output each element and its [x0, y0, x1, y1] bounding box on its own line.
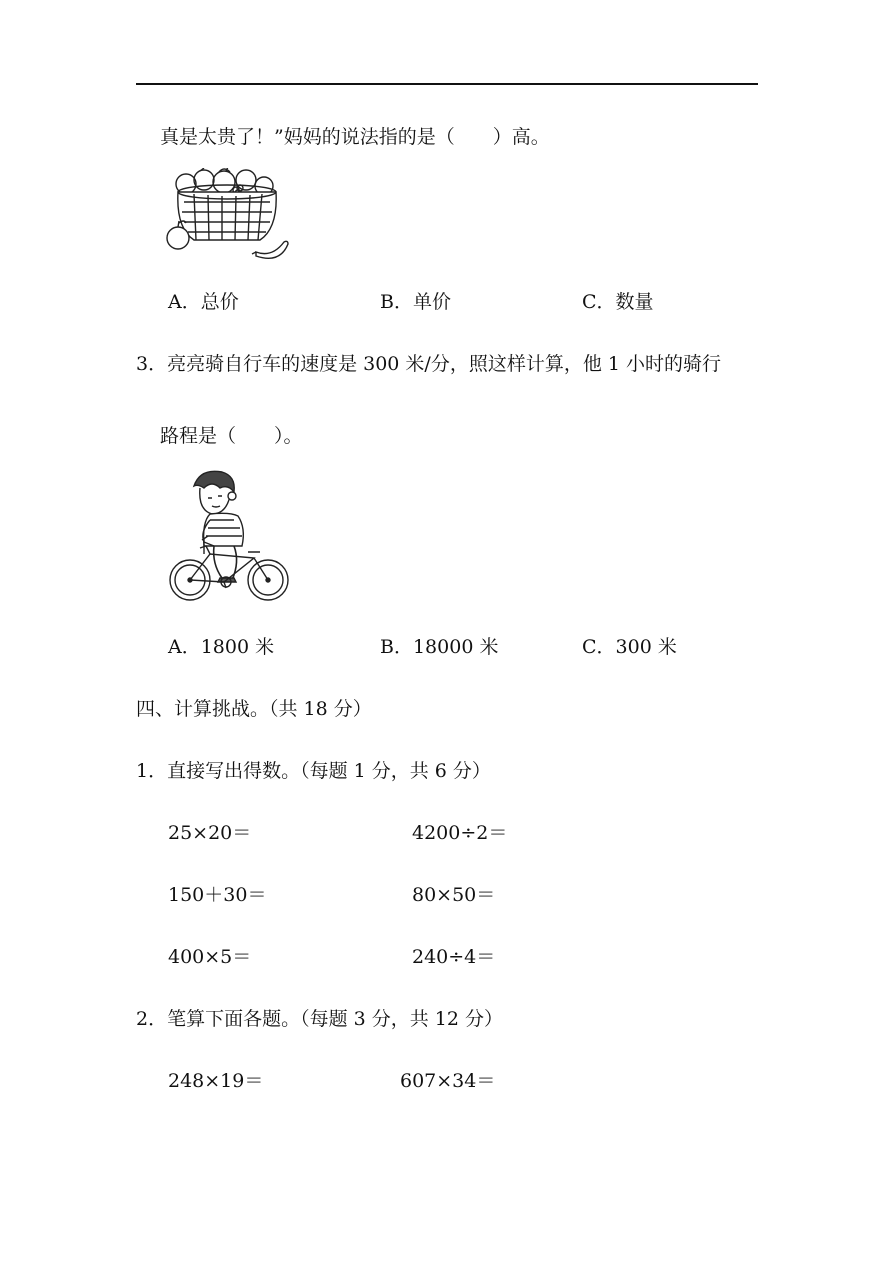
q2-continuation-text: 真是太贵了！”妈妈的说法指的是（ ）高。	[160, 126, 550, 148]
q3-option-c[interactable]: C．300 米	[582, 636, 677, 658]
calc-item-6: 240÷4＝	[412, 946, 496, 968]
boy-bicycle-icon	[164, 466, 294, 606]
calc-item-1: 25×20＝	[168, 822, 252, 844]
calc-item-5: 400×5＝	[168, 946, 252, 968]
written-calc-item-2: 607×34＝	[400, 1070, 496, 1092]
fruit-basket-icon	[164, 168, 294, 264]
written-calc-item-1: 248×19＝	[168, 1070, 264, 1092]
q2-option-a[interactable]: A．总价	[168, 291, 239, 313]
s4-q1-title: 1．直接写出得数。（每题 1 分，共 6 分）	[136, 760, 491, 782]
calc-item-3: 150＋30＝	[168, 884, 267, 906]
q3-question-line2: 路程是（ ）。	[160, 425, 303, 447]
calc-item-2: 4200÷2＝	[412, 822, 508, 844]
q3-option-a[interactable]: A．1800 米	[168, 636, 275, 658]
q2-option-c[interactable]: C．数量	[582, 291, 654, 313]
calc-item-4: 80×50＝	[412, 884, 496, 906]
q2-option-b[interactable]: B．单价	[380, 291, 451, 313]
q3-question-line1: 3．亮亮骑自行车的速度是 300 米/分，照这样计算，他 1 小时的骑行	[136, 353, 722, 375]
q3-option-b[interactable]: B．18000 米	[380, 636, 499, 658]
section4-title: 四、计算挑战。（共 18 分）	[136, 698, 372, 720]
header-rule	[136, 83, 758, 85]
s4-q2-title: 2．笔算下面各题。（每题 3 分，共 12 分）	[136, 1008, 504, 1030]
